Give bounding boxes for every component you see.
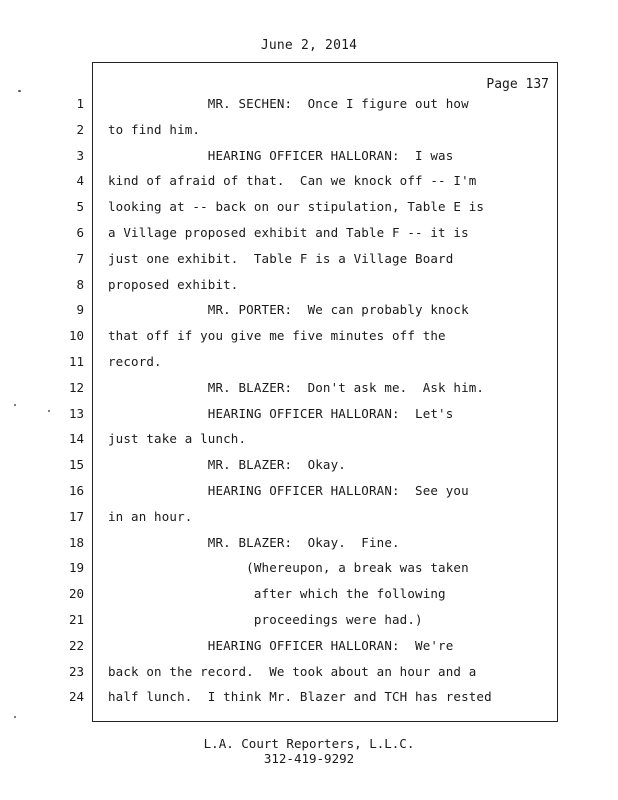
transcript-line: HEARING OFFICER HALLORAN: Let's — [108, 405, 454, 421]
line-number: 16 — [68, 483, 84, 498]
transcript-line: a Village proposed exhibit and Table F -- it is — [108, 225, 469, 240]
page-number: Page 137 — [486, 77, 549, 92]
transcript-line: MR. BLAZER: Don't ask me. Ask him. — [108, 379, 485, 395]
transcript-line: to find him. — [108, 121, 201, 137]
line-number: 7 — [76, 250, 84, 266]
line-number: 22 — [68, 637, 84, 653]
transcript-line: HEARING OFFICER HALLORAN: I was — [108, 147, 454, 163]
line-number: 15 — [68, 457, 84, 473]
line-number: 2 — [76, 121, 84, 137]
transcript-line: just take a lunch. — [108, 431, 247, 447]
line-number: 5 — [76, 199, 84, 215]
line-number: 14 — [68, 431, 84, 447]
scan-speck — [48, 410, 50, 412]
line-number: 13 — [68, 405, 84, 421]
transcript-line: half lunch. I think Mr. Blazer and TCH has rested — [108, 689, 492, 705]
court-reporter-name: L.A. Court Reporters, L.L.C. — [203, 736, 415, 751]
line-number: 21 — [68, 612, 84, 627]
transcript-line: just one exhibit. Table F is a Village Board — [108, 250, 454, 266]
transcript-line: proceedings were had.) — [108, 612, 423, 627]
line-number: 6 — [76, 225, 84, 240]
line-number: 19 — [68, 560, 84, 576]
transcript-line: in an hour. — [108, 508, 193, 524]
line-number: 9 — [76, 302, 84, 318]
line-number: 24 — [68, 689, 84, 705]
transcript-line: proposed exhibit. — [108, 276, 239, 292]
court-reporter-phone: 312-419-9292 — [263, 751, 355, 766]
line-number: 11 — [68, 354, 84, 369]
line-number: 4 — [76, 173, 84, 189]
scan-speck — [14, 716, 16, 718]
transcript-line: MR. PORTER: We can probably knock — [108, 302, 469, 318]
transcript-line: looking at -- back on our stipulation, Table E is — [108, 199, 485, 215]
transcript-line: MR. BLAZER: Okay. Fine. — [108, 534, 400, 550]
transcript-line: kind of afraid of that. Can we knock off -- I'm — [108, 173, 477, 189]
scan-speck — [18, 90, 21, 92]
line-number: 23 — [68, 663, 84, 679]
scan-speck — [14, 404, 16, 406]
line-number: 20 — [68, 586, 84, 602]
line-number: 3 — [76, 147, 84, 163]
transcript-line: that off if you give me five minutes off the — [108, 328, 446, 344]
transcript-line: MR. BLAZER: Okay. — [108, 457, 346, 473]
line-number: 8 — [76, 276, 84, 292]
transcript-line: (Whereupon, a break was taken — [108, 560, 469, 576]
footer — [0, 736, 618, 766]
transcript-line: record. — [108, 354, 162, 369]
transcript-line: HEARING OFFICER HALLORAN: We're — [108, 637, 454, 653]
line-number: 18 — [68, 534, 84, 550]
line-number: 10 — [68, 328, 84, 344]
transcript-line: back on the record. We took about an hour and a — [108, 663, 477, 679]
line-number: 17 — [68, 508, 84, 524]
line-number: 1 — [76, 96, 84, 111]
line-number: 12 — [68, 379, 84, 395]
transcript-date: June 2, 2014 — [260, 38, 358, 53]
transcript-line: MR. SECHEN: Once I figure out how — [108, 96, 469, 111]
transcript-line: after which the following — [108, 586, 446, 602]
transcript-line: HEARING OFFICER HALLORAN: See you — [108, 483, 469, 498]
